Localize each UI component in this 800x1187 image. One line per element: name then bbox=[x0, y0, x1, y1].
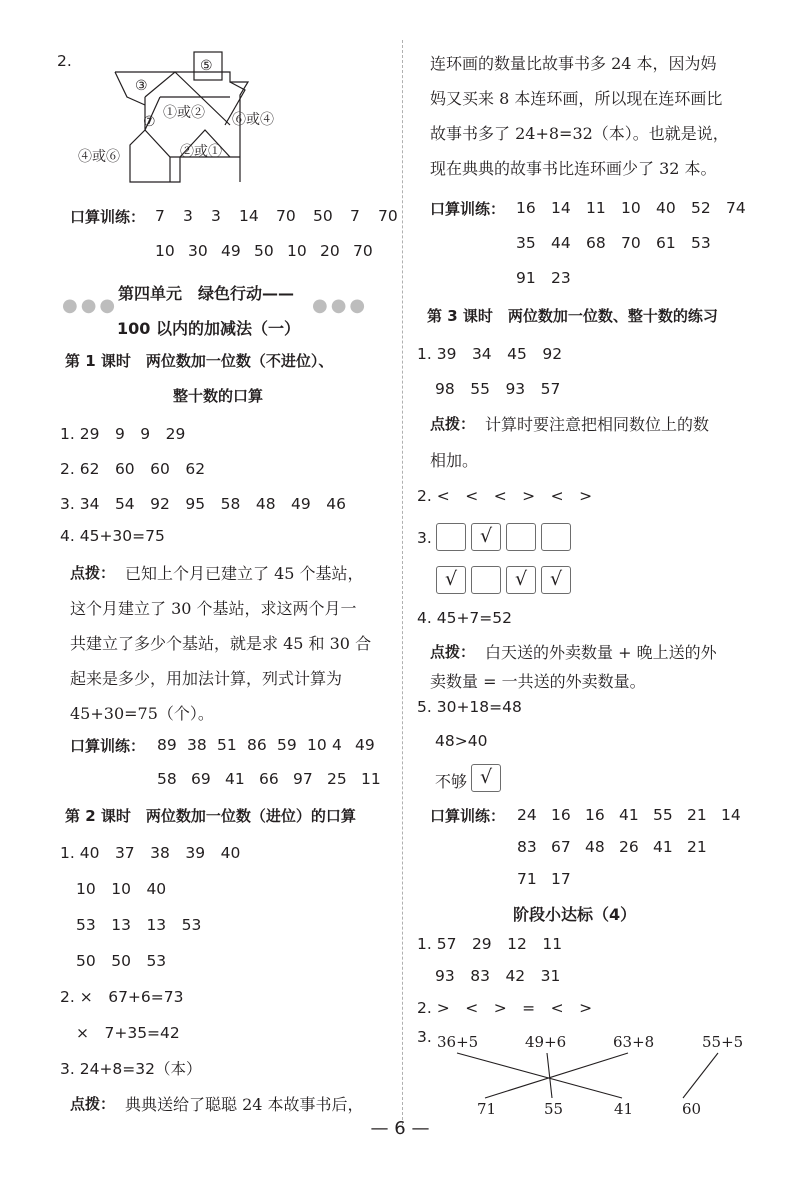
lesson-1-title: 第 1 课时 两位数加一位数（不进位）、 bbox=[65, 352, 334, 370]
lesson-2-title: 第 2 课时 两位数加一位数（进位）的口算 bbox=[65, 807, 356, 825]
oral-label: 口算训练： bbox=[430, 807, 506, 825]
question-label: 3. bbox=[417, 529, 432, 547]
matching-top-item: 55+5 bbox=[702, 1033, 744, 1051]
answer-line: 2. < < < > < > bbox=[417, 487, 593, 505]
matching-top-item: 63+8 bbox=[613, 1033, 655, 1051]
oral-row: 10 30 49 50 10 20 70 bbox=[155, 242, 373, 260]
answer-line: 93 83 42 31 bbox=[435, 967, 561, 985]
tip-label: 点拨： bbox=[430, 643, 476, 661]
tip-text: 共建立了多少个基站，就是求 45 和 30 合 bbox=[70, 634, 372, 653]
answer-box bbox=[471, 566, 501, 594]
oral-row: 35 44 68 70 61 53 bbox=[516, 234, 711, 252]
answer-line: 53 13 13 53 bbox=[76, 916, 202, 934]
answer-box: √ bbox=[541, 566, 571, 594]
question-label: 3. bbox=[417, 1028, 432, 1046]
answer-box: √ bbox=[471, 764, 501, 792]
tip-text: 白天送的外卖数量 + 晚上送的外 bbox=[485, 643, 717, 662]
answer-line: 4. 45+7=52 bbox=[417, 609, 512, 627]
answer-box bbox=[436, 523, 466, 551]
oral-row: 89 38 51 86 59 10 4 49 bbox=[157, 736, 375, 754]
tip-label: 点拨： bbox=[70, 564, 116, 582]
not-enough-label: 不够 bbox=[435, 772, 468, 791]
tangram-piece-7: ⑦ bbox=[143, 114, 156, 130]
answer-line: 3. 24+8=32（本） bbox=[60, 1060, 202, 1078]
answer-box: √ bbox=[436, 566, 466, 594]
tip-text: 起来是多少，用加法计算，列式计算为 bbox=[70, 669, 343, 688]
matching-top-item: 49+6 bbox=[525, 1033, 567, 1051]
matching-bottom-item: 41 bbox=[614, 1100, 634, 1118]
answer-line: 2. 62 60 60 62 bbox=[60, 460, 206, 478]
answer-line: 3. 34 54 92 95 58 48 49 46 bbox=[60, 495, 347, 513]
oral-row: 7 3 3 14 70 50 7 70 bbox=[155, 207, 398, 225]
answer-line: 5. 30+18=48 bbox=[417, 698, 522, 716]
oral-row: 16 14 11 10 40 52 74 bbox=[516, 199, 746, 217]
answer-box bbox=[541, 523, 571, 551]
answer-box: √ bbox=[471, 523, 501, 551]
answer-line: 98 55 93 57 bbox=[435, 380, 561, 398]
tip-label: 点拨： bbox=[70, 1095, 116, 1113]
matching-bottom-item: 55 bbox=[544, 1100, 564, 1118]
matching-lines bbox=[400, 1040, 800, 1110]
answer-box bbox=[506, 523, 536, 551]
answer-line: 2. × 67+6=73 bbox=[60, 988, 184, 1006]
tip-text-continued: 故事书多了 24+8=32（本）。也就是说， bbox=[430, 124, 729, 143]
decorative-dots: ●●● bbox=[62, 295, 119, 316]
oral-label: 口算训练： bbox=[70, 737, 146, 755]
tip-text: 计算时要注意把相同数位上的数 bbox=[485, 415, 710, 434]
tip-text-continued: 连环画的数量比故事书多 24 本，因为妈 bbox=[430, 54, 717, 73]
column-divider bbox=[402, 40, 403, 1130]
tip-label: 点拨： bbox=[430, 415, 476, 433]
answer-line: × 7+35=42 bbox=[76, 1024, 180, 1042]
matching-bottom-item: 71 bbox=[477, 1100, 497, 1118]
answer-line: 48>40 bbox=[435, 732, 488, 750]
answer-line: 1. 39 34 45 92 bbox=[417, 345, 563, 363]
answer-line: 10 10 40 bbox=[76, 880, 167, 898]
oral-label: 口算训练： bbox=[70, 208, 146, 226]
oral-label: 口算训练： bbox=[430, 200, 506, 218]
unit-title: 第四单元 绿色行动—— bbox=[118, 284, 295, 303]
matching-top-item: 36+5 bbox=[437, 1033, 479, 1051]
lesson-1-title-cont: 整十数的口算 bbox=[173, 387, 264, 405]
tangram-piece-2-or-1: ②或① bbox=[180, 144, 222, 160]
tip-text: 相加。 bbox=[430, 451, 479, 470]
tangram-piece-4-or-6: ④或⑥ bbox=[78, 149, 120, 165]
tangram-piece-5: ⑤ bbox=[200, 58, 213, 74]
tip-text: 卖数量 = 一共送的外卖数量。 bbox=[430, 672, 646, 691]
page-number: — 6 — bbox=[370, 1118, 430, 1139]
oral-row: 24 16 16 41 55 21 14 bbox=[517, 806, 741, 824]
oral-row: 71 17 bbox=[517, 870, 571, 888]
tangram-piece-6-or-4: ⑥或④ bbox=[232, 112, 274, 128]
oral-row: 83 67 48 26 41 21 bbox=[517, 838, 707, 856]
oral-row: 58 69 41 66 97 25 11 bbox=[157, 770, 381, 788]
tip-text: 已知上个月已建立了 45 个基站， bbox=[125, 564, 364, 583]
answer-line: 1. 57 29 12 11 bbox=[417, 935, 563, 953]
answer-line: 4. 45+30=75 bbox=[60, 527, 165, 545]
decorative-dots: ●●● bbox=[312, 295, 369, 316]
tip-text: 45+30=75（个）。 bbox=[70, 704, 214, 723]
tip-text: 这个月建立了 30 个基站，求这两个月一 bbox=[70, 599, 357, 618]
stage-title: 阶段小达标（4） bbox=[513, 905, 637, 924]
answer-line: 50 50 53 bbox=[76, 952, 167, 970]
tip-text: 典典送给了聪聪 24 本故事书后， bbox=[125, 1095, 364, 1114]
unit-subtitle: 100 以内的加减法（一） bbox=[117, 319, 300, 338]
oral-row: 91 23 bbox=[516, 269, 571, 287]
tangram-piece-1-or-2: ①或② bbox=[163, 105, 205, 121]
lesson-3-title: 第 3 课时 两位数加一位数、整十数的练习 bbox=[427, 307, 718, 325]
answer-box: √ bbox=[506, 566, 536, 594]
tip-text-continued: 现在典典的故事书比连环画少了 32 本。 bbox=[430, 159, 717, 178]
tip-text-continued: 妈又买来 8 本连环画，所以现在连环画比 bbox=[430, 89, 723, 108]
answer-line: 1. 40 37 38 39 40 bbox=[60, 844, 241, 862]
matching-bottom-item: 60 bbox=[682, 1100, 702, 1118]
q2-label: 2. bbox=[57, 52, 72, 70]
tangram-piece-3: ③ bbox=[135, 78, 148, 94]
answer-line: 2. > < > = < > bbox=[417, 999, 593, 1017]
answer-line: 1. 29 9 9 29 bbox=[60, 425, 186, 443]
